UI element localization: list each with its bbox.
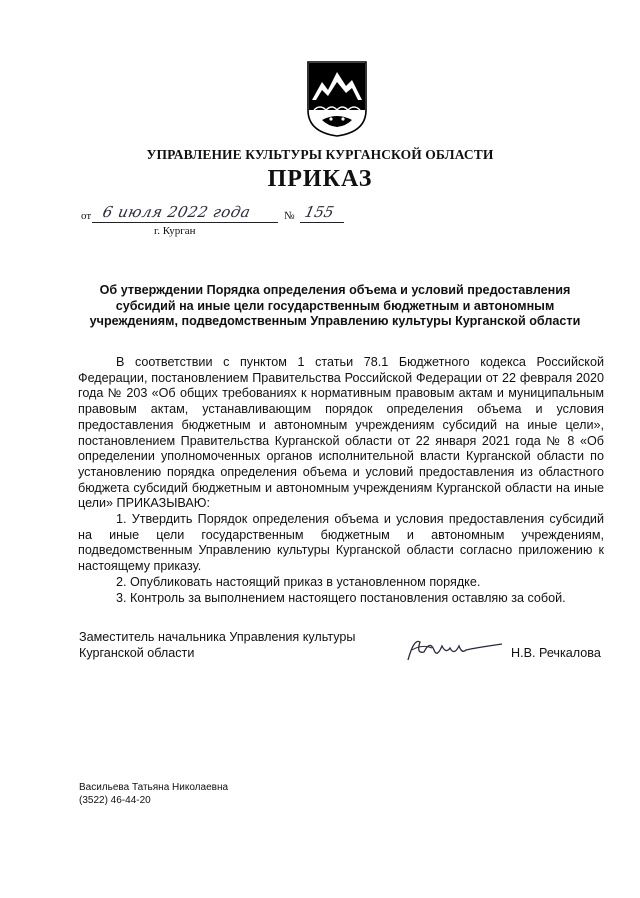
order-item: 3. Контроль за выполнением настоящего постановления оставляю за собой. xyxy=(116,590,566,605)
coat-of-arms-emblem xyxy=(306,60,368,138)
position-line: Курганской области xyxy=(79,645,195,660)
document-body xyxy=(78,355,604,606)
executor-phone: (3522) 46-44-20 xyxy=(79,795,151,806)
date-underline xyxy=(92,222,278,223)
executor-name: Васильева Татьяна Николаевна xyxy=(79,782,229,793)
organization-name: УПРАВЛЕНИЕ КУЛЬТУРЫ КУРГАНСКОЙ ОБЛАСТИ xyxy=(146,147,494,162)
date-handwritten: 6 июля 2022 года xyxy=(101,203,253,221)
number-prefix: № xyxy=(284,210,295,222)
signatory-position xyxy=(79,630,355,661)
preamble-paragraph: В соответствии с пунктом 1 статьи 78.1 Бюджетного кодекса Российской Федерации, постановлением Правительства Российской Федерации от 22 февраля 2020 года № 203 «Об общих требованиях к нормативным правовым актам и муниципальным правовым актам, устанавливающим порядок определения объема и условия предоставления бюджетным и автономным учреждениям субсидий на иные цели», постановлением Правительства Курганской области от 22 января 2021 года № 8 «Об определении уполномоченных органов исполнительной власти Курганской области по установлению порядка определения объема и условий предоставления из областного бюджета субсидий бюджетным и автономным учреждениям Курганской области на иные цели» ПРИКАЗЫВАЮ: xyxy=(78,355,604,511)
document-title: Об утверждении Порядка определения объема и условий предоставления субсидий на иные цели государственным бюджетным и автономным учреждениям, подведомственным Управлению культуры Курганской области xyxy=(89,283,581,328)
document-type: ПРИКАЗ xyxy=(267,166,373,192)
number-handwritten: 155 xyxy=(303,203,336,221)
number-underline xyxy=(300,222,344,223)
signatory-name: Н.В. Речкалова xyxy=(511,646,601,660)
position-line: Заместитель начальника Управления культуры xyxy=(79,630,356,644)
order-item: 1. Утвердить Порядок определения объема и условия предоставления субсидий на иные цели государственным бюджетным и автономным учреждениям, подведомственным Управлению культуры Курганской области согласно приложению к настоящему приказу. xyxy=(78,512,604,574)
city: г. Курган xyxy=(154,225,196,237)
executor-info xyxy=(79,781,228,807)
date-prefix: от xyxy=(81,210,92,222)
order-item: 2. Опубликовать настоящий приказ в установленном порядке. xyxy=(116,574,481,589)
handwritten-signature xyxy=(404,632,506,666)
